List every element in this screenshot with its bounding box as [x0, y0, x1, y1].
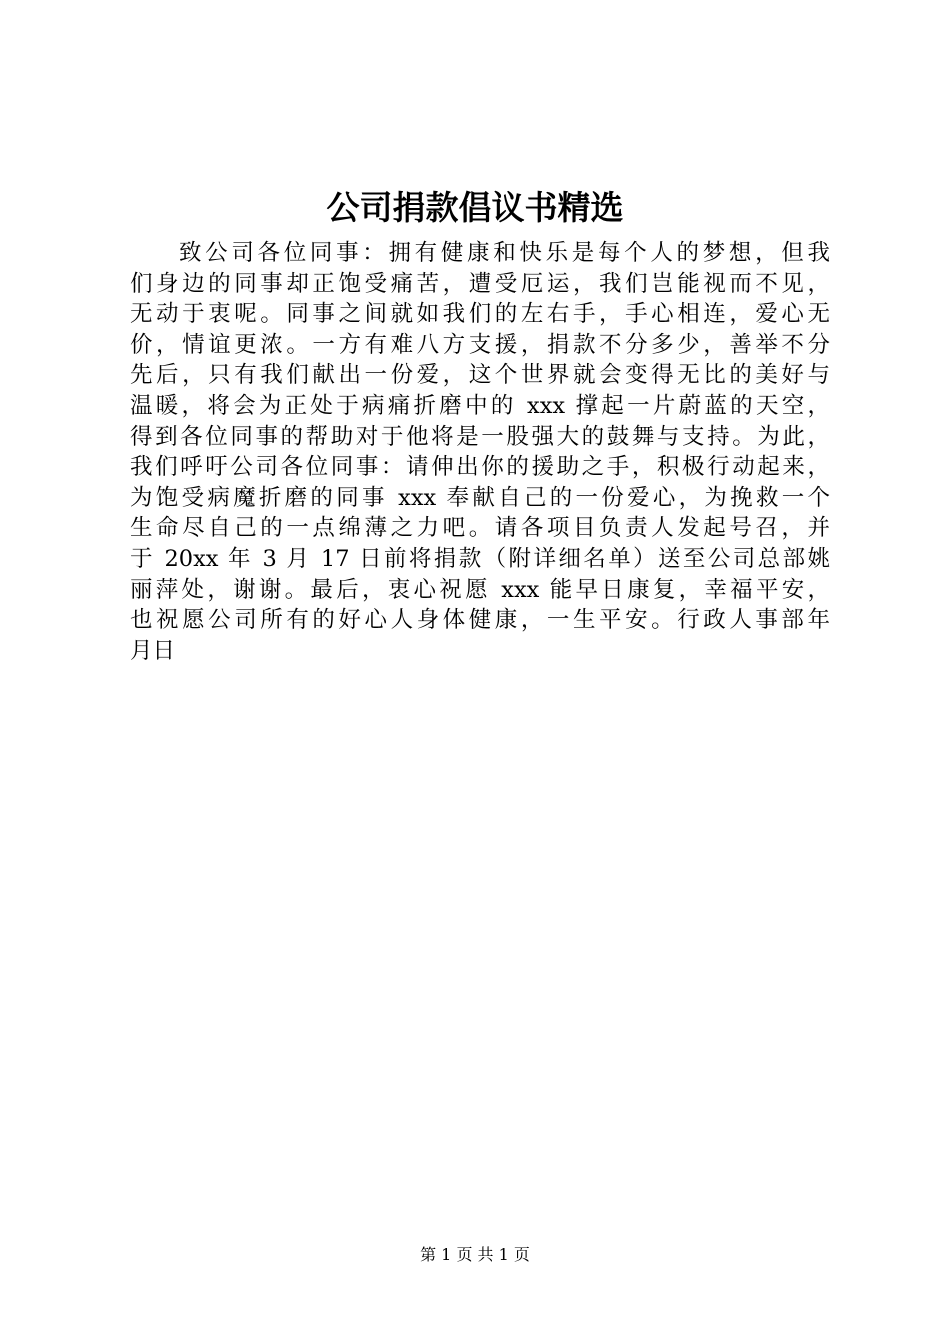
- body-line: 于 20xx 年 3 月 17 日前将捐款（附详细名单）送至公司总部姚: [130, 545, 830, 572]
- body-line: 无动于衷呢。同事之间就如我们的左右手，手心相连，爱心无: [130, 301, 830, 328]
- body-line: 得到各位同事的帮助对于他将是一股强大的鼓舞与支持。为此，: [130, 423, 830, 450]
- body-line: 也祝愿公司所有的好心人身体健康，一生平安。行政人事部年: [130, 607, 830, 634]
- document-body: [130, 238, 830, 666]
- body-line: 为饱受病魔折磨的同事 xxx 奉献自己的一份爱心，为挽救一个: [130, 484, 830, 511]
- body-line: 致公司各位同事：拥有健康和快乐是每个人的梦想，但我: [179, 240, 830, 266]
- page-number-footer: 第 1 页 共 1 页: [420, 1245, 530, 1264]
- body-line: 生命尽自己的一点绵薄之力吧。请各项目负责人发起号召，并: [130, 515, 830, 542]
- body-line: 们身边的同事却正饱受痛苦，遭受厄运，我们岂能视而不见，: [130, 270, 830, 297]
- body-line: 丽萍处，谢谢。最后，衷心祝愿 xxx 能早日康复，幸福平安，: [130, 576, 830, 603]
- body-line: 月日: [130, 637, 176, 664]
- body-line: 价，情谊更浓。一方有难八方支援，捐款不分多少，善举不分: [130, 331, 830, 358]
- document-title: 公司捐款倡议书精选: [326, 188, 624, 227]
- body-line: 先后，只有我们献出一份爱，这个世界就会变得无比的美好与: [130, 362, 830, 389]
- body-line: 温暖，将会为正处于病痛折磨中的 xxx 撑起一片蔚蓝的天空，: [130, 392, 830, 419]
- body-line: 我们呼吁公司各位同事：请伸出你的援助之手，积极行动起来，: [130, 454, 830, 481]
